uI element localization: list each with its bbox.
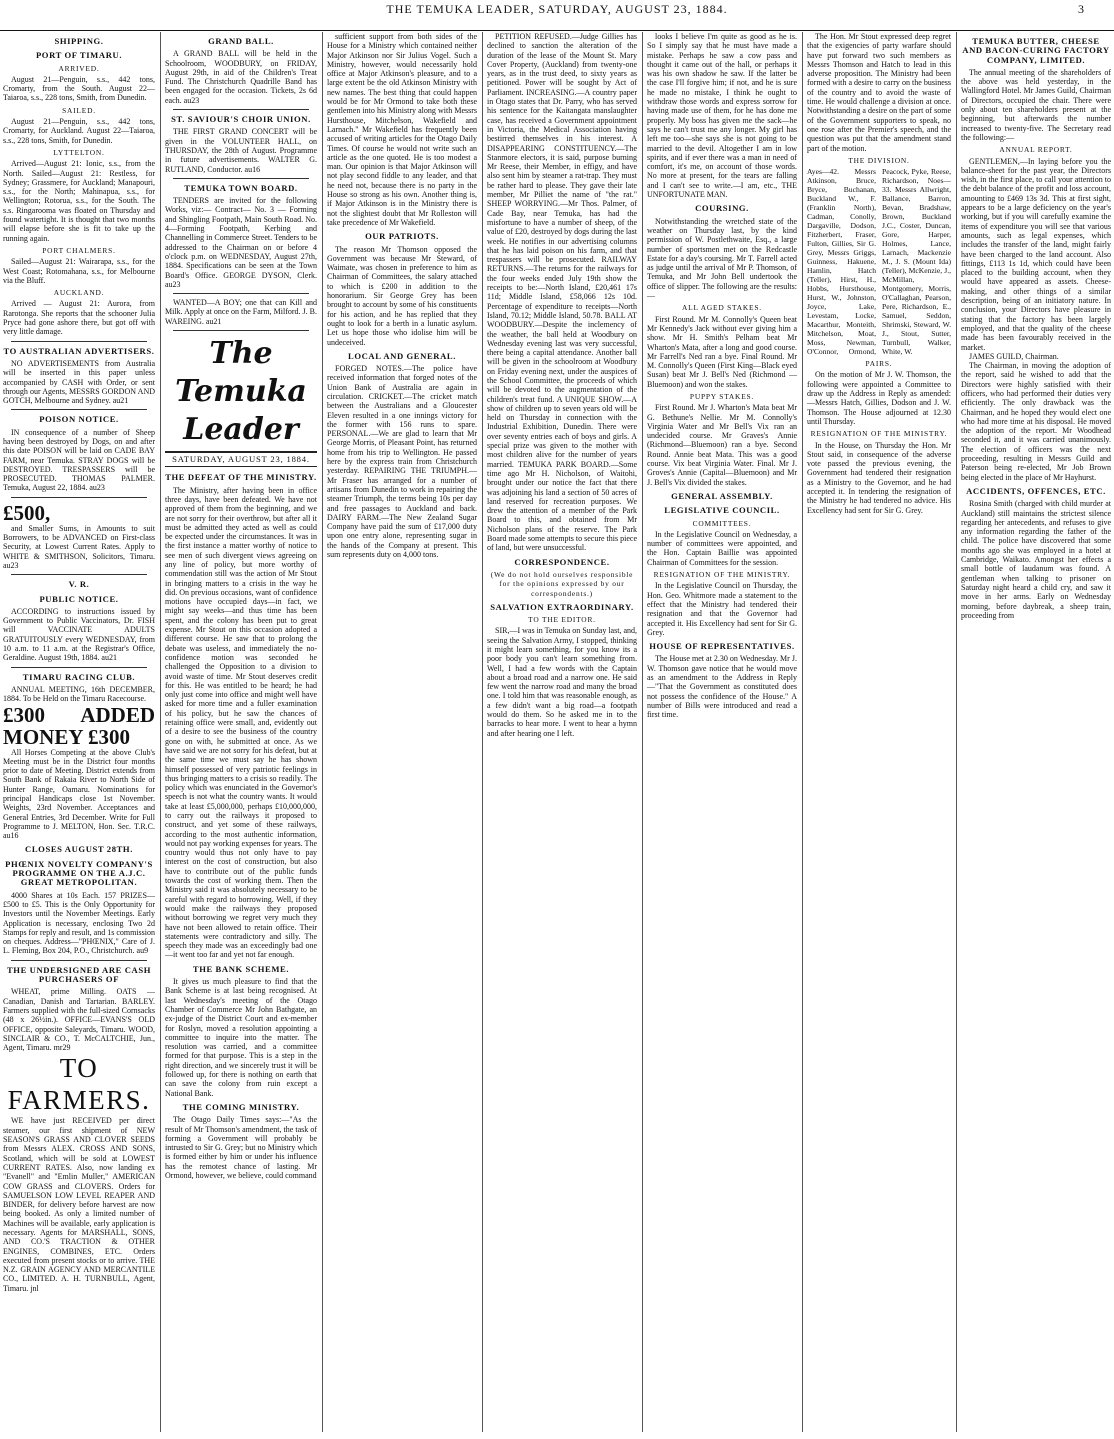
section-heading: POISON NOTICE. bbox=[39, 414, 119, 425]
paragraph: In the Legislative Council on Wednesday, a number of committees were appointed, and the Hon. Captain Baillie was appointed Chairman of Committees for the session. bbox=[647, 529, 797, 567]
section-heading: CLOSES AUGUST 28TH. bbox=[25, 844, 133, 855]
section-heading: V. R. bbox=[68, 579, 90, 590]
paragraph: Rosina Smith (charged with child murder at Auckland) still maintains the strictest silence regarding her antecedents, and refuses to give any information regarding the father of the child. The police have discovered that some months ago she was employed in a hotel at Cambridge, Waikato. Amongst her effects a small bottle of laudanum was found. A gentleman when talking to prisoner on Saturday night heard a child cry, and saw it move in her arms. Early on Wednesday morning, before daybreak, a sheep train, proceeding from bbox=[961, 499, 1111, 620]
paragraph: The reason Mr Thomson opposed the Government was because Mr Steward, of Waimate, was chosen in preference to him as Chairman of Committees, the salary attached to which is £200 in addition to the honorarium. Sir George Grey has been brought to account by some of his constituents for his action, and he has replied that they ought to look for a berth in a lunatic asylum. Let us hope those who idolise him will be undeceived. bbox=[327, 244, 477, 347]
paragraph: 4000 Shares at 10s Each. 157 PRIZES—£500 to £5. This is the Only Opportunity for Investors until the November Meetings. Early Application is necessary, enclosing Two 2d Stamps for reply and result, and 1s commission on cheques. Address—"PHŒNIX," Care of J. L. Fleming, Box 204, P.O., Christchurch. au9 bbox=[3, 890, 155, 956]
subheading: (We do not hold ourselves responsible for the opinions expressed by our correspondents.) bbox=[490, 569, 634, 598]
subheading: ANNUAL REPORT. bbox=[999, 145, 1073, 155]
paragraph: In the Legislative Council on Thursday, the Hon. Geo. Whitmore made a statement to the effect that the Ministry had tendered their resignation and that the Governor had accepted it. His Excellency had sent for Sir G. Grey. bbox=[647, 581, 797, 637]
masthead-title: THE TEMUKA LEADER, SATURDAY, AUGUST 23, 1884. bbox=[386, 2, 728, 16]
subheading: LYTTELTON. bbox=[53, 147, 105, 157]
paragraph: First Round. Mr M. Connolly's Queen beat Mr Kennedy's Jack without ever giving him a show. Mr H. Smith's Pelham beat Mr Wharton's Mata, after a long and good course. Mr Farrell's Ned ran a bye. Final Round. Mr M. Connolly's Queen (First King—Black eyed Susan) beat Mr J. Bell's Ned (Richmond — Bluemoon) and won the stakes. bbox=[647, 314, 797, 389]
paragraph: WE have just RECEIVED per direct steamer, our first shipment of NEW SEASON'S GRASS AND CLOVER SEEDS from Messrs ALEX. CROSS AND SONS, Scotland, which will be sold at LOWEST CURRENT RATES. Also, now landing ex "Evanell" and "Emlin Muller," AMERICAN COW GRASS and CLOVERS. Orders for SAMUELSON LOW LEVEL REAPER AND BINDER, for delivery before harvest are now being booked. As only a limited number of Machines will be available, early application is necessary. Agents for MARSHALL, SONS, AND CO.'S TRACTION & OTHER ENGINES, COMBINES, ETC. Orders executed from present stocks or to arrive. THE N.Z. GRAIN AGENCY AND MERCANTILE CO., LIMITED. A. H. TURNBULL, Agent, Timaru. jnl bbox=[3, 1116, 155, 1293]
section-heading: SHIPPING. bbox=[54, 36, 104, 46]
paragraph: August 21—Penguin, s.s., 442 tons, Cromarty, from the South. August 22—Taiaroa, s.s., 228 tons, Smith, from Dunedin. bbox=[3, 74, 155, 103]
paragraph: On the motion of Mr J. W. Thomson, the following were appointed a Committee to draw up the Address in Reply as amended:—Messrs Hatch, Gillies, Dodson and J. W. Thomson. The House adjourned at 12.30 until Thursday. bbox=[807, 370, 951, 426]
section-heading: HOUSE OF REPRESENTATIVES. bbox=[649, 641, 795, 652]
subheading: RESIGNATION OF THE MINISTRY. bbox=[810, 429, 948, 439]
divider-rule bbox=[11, 667, 147, 668]
page-number: 3 bbox=[1078, 2, 1085, 16]
subheading: AUCKLAND. bbox=[53, 288, 105, 298]
divider-rule bbox=[173, 109, 309, 110]
large-display-amount: £300 ADDED MONEY £300 bbox=[3, 702, 155, 749]
subheading: PORT CHALMERS. bbox=[42, 245, 116, 255]
column-rule bbox=[482, 32, 483, 1432]
divider-rule bbox=[173, 293, 309, 294]
paragraph: Arrived — August 21: Aurora, from Rarotonga. She reports that the schooner Julia Pryce had gone ashore there, but got off with very little damage. bbox=[3, 299, 155, 337]
paragraph: SIR,—I was in Temuka on Sunday last, and, seeing the Salvation Army, I stopped, thinking it might learn something, for you know its a poor body you can't learn something from. Well, I had a few words with the Captain about a broad road and a narrow one. He said few went the narrow road and many the broad one. I told him that was reasonable enough, as a few didn't want a big road—a footpath would do them. So he asked me in to the barracks to hear more. I went to hear a hymn and after hearing one I left. bbox=[487, 626, 637, 738]
divider-rule bbox=[11, 341, 147, 342]
column-6 bbox=[804, 32, 954, 1432]
section-heading: TEMUKA TOWN BOARD. bbox=[184, 182, 298, 193]
paragraph: ACCORDING to instructions issued by Government to Public Vaccinators, Dr. FISH will VACCINATE ADULTS GRATUITOUSLY every WEDNESDAY, from 10 a.m. to 11 a.m. at the Registrar's Office, Geraldine. August 19th, 1884. au21 bbox=[3, 606, 155, 663]
section-heading: TIMARU RACING CLUB. bbox=[22, 671, 136, 682]
display-headline: TO FARMERS. bbox=[7, 1053, 151, 1116]
divider-rule bbox=[173, 330, 309, 331]
paragraph: The annual meeting of the shareholders of the above was held yesterday, in the Wallingford Hotel. Mr James Guild, Chairman of Directors, occupied the chair. There were only about ten shareholders present at the beginning, but afterwards the number increased to twenty-five. The Secretary read the following:— bbox=[961, 67, 1111, 142]
column-rule bbox=[160, 32, 161, 1432]
subheading: SAILED. bbox=[62, 105, 96, 115]
column-1 bbox=[0, 32, 158, 1432]
paragraph: WANTED—A BOY; one that can Kill and Milk. Apply at once on the Farm, Milford. J. B. WAREING. au21 bbox=[165, 298, 317, 326]
section-heading: GENERAL ASSEMBLY. bbox=[671, 490, 773, 501]
divider-rule bbox=[11, 409, 147, 410]
section-heading: CORRESPONDENCE. bbox=[514, 556, 610, 567]
paragraph: looks I believe I'm quite as good as he is. So I simply say that he must have made a mistake. Perhaps he saw a cow pass and thought it came out of the hall, or perhaps it was his own shadow he saw. If the latter be the case I'll forgive him; if not, and he is sure he made no mistake, I think he ought to withdraw those words and express sorrow for having made use of them, for he has done me properly. My boss has given me the sack—he says he can't trust me any longer. My girl has left me too—she says she is not going to be married to the devil. Altogether I am in low spirits, and if ever there was a man in need of comfort, it's me, on account of those words. No more at present, for the tears are falling and I can't see to write.—I am, etc., THE UNFORTUNATE MAN. bbox=[647, 32, 797, 200]
section-heading: THE UNDERSIGNED ARE CASH PURCHASERS OF bbox=[6, 964, 152, 985]
column-5 bbox=[644, 32, 800, 1432]
paragraph: The Otago Daily Times says:—"As the result of Mr Thomson's amendment, the task of forming a Government will probably be intrusted to Sir G. Grey; but no Ministry which is formed either by him or under his influence has the remotest chance of lasting. Mr Ormond, however, we believe, could command bbox=[165, 1115, 317, 1180]
paragraph: All Horses Competing at the above Club's Meeting must be in the District four months prior to date of Meeting. District extends from South Bank of Rakaia River to North Side of Hunter Range, Oamaru. Nominations for principal Handicaps close 1st November. Weights, 23rd November. Acceptances and General Entries, 3rd December. Write for Full Programme to J. MELTON, Hon. Sec. T.R.C. au16 bbox=[3, 747, 155, 841]
paragraph: JAMES GUILD, Chairman. bbox=[969, 351, 1059, 361]
column-rule bbox=[802, 32, 803, 1432]
divider-rule bbox=[11, 960, 147, 961]
division-list: Ayes—42. Messrs Atkinson, Bruce, Bryce, Buchanan, Buckland W., F. (Franklin North), Cadman, Conolly, Dargaville, Dodson, Fitzherbert, Fraser, Fulton, Gillies, Sir G. Grey, Messrs Griggs, Guinness, Hakuene, Hamlin, Hatch (Teller), Hirst, H., Hobbs, Hursthouse, Hurst, W., Johnston, Joyce, Lake, Levestam, Locke, Macarthur, Monteith, Mitchelson, Moat, Moss, Newman, O'Connor, Ormond, Peacock, Pyke, Reese, Richardson, Noes—33. Messrs Allwright, Ballance, Barron, Bevan, Bradshaw, Brown, Buckland J.C., Coster, Duncan, Gore, Harper, Holmes, Lance, Larnach, Mackenzie M., J. S. (Mount Ida) (Teller), McKenzie, J., McMillan, Montgomery, Morris, O'Callaghan, Pearson, Pere, Richardson, E., Samuel, Seddon, Shrimski, Steward, W. J., Stout, Sutter, Turnbull, Walker, White, W. bbox=[807, 167, 951, 357]
paragraph: It gives us much pleasure to find that the Bank Scheme is at last being recognised. At last Wednesday's meeting of the Otago Chamber of Commerce Mr John Bathgate, an ex-judge of the District Court and ex-member for Roslyn, moved a resolution appointing a committee to inquire into the matter. The resolution was carried, and a committee formed for that purpose. This is a step in the right direction, and we sincerely trust it will be followed up, for there is nothing on earth that can save the colony from ruin except a National Bank. bbox=[165, 977, 317, 1098]
paragraph: August 21—Penguin, s.s., 442 tons, Cromarty, for Auckland. August 22—Taiaroa, s.s., 228 tons, Smith, for Dunedin. bbox=[3, 117, 155, 145]
section-heading: LOCAL AND GENERAL. bbox=[348, 350, 456, 361]
paragraph: ANNUAL MEETING, 16th DECEMBER, 1884. To be Held on the Timaru Racecourse. bbox=[3, 684, 155, 704]
paragraph: sufficient support from both sides of the House for a Ministry which contained neither Major Atkinson nor Sir Julius Vogel. Such a Ministry, however, would necessarily hold office at Major Atkinson's pleasure, and to a large extent be the old Atkinson Ministry with new names. The best thing that could happen would be for Mr Ormond to take both these gentlemen into his Ministry along with Messrs Hursthouse, Mitchelson, Wakefield and Larnach." Mr Wakefield has frequently been accused of writing articles for the Otago Daily Times. Of course he would not write such an article as the one quoted. He is too modest a man. Our opinion is that Major Atkinson will not play second fiddle to any leader, and that he need not, because there is no party in the House so strong as his own. Another thing is, if Major Atkinson is in the Ministry there is not the slightest doubt that Mr Rolleston will take precedence of Mr Wakefield. bbox=[327, 32, 477, 227]
subheading: ARRIVED. bbox=[58, 63, 100, 73]
paragraph: The House met at 2.30 on Wednesday. Mr J. W. Thomson gave notice that he would move as an amendment to the Address in Reply—"That the Government as constituted does not possess the confidence of the House." A number of Bills were introduced and read a first time. bbox=[647, 654, 797, 720]
column-3 bbox=[324, 32, 480, 1432]
subheading: PUPPY STAKES. bbox=[689, 391, 755, 401]
section-heading: ACCIDENTS, OFFENCES, ETC. bbox=[966, 485, 1106, 496]
section-heading: SALVATION EXTRAORDINARY. bbox=[490, 601, 634, 612]
column-rule bbox=[956, 32, 957, 1432]
subheading: TO THE EDITOR. bbox=[528, 615, 596, 625]
paragraph: In the House, on Thursday the Hon. Mr Stout said, in consequence of the adverse vote passed the previous evening, the Government had tendered their resignation as a Ministry to the Governor, and he had accepted it. In tendering the resignation of the Ministry he had tendered no advice. His Excellency had sent for Sir G. Grey. bbox=[807, 440, 951, 515]
paragraph: NO ADVERTISEMENTS from Australia will be inserted in this paper unless accompanied by CASH with Order, or sent through our Agents, MESSRS GORDON AND GOTCH, Melbourne and Sydney. au21 bbox=[3, 358, 155, 406]
section-heading: THE BANK SCHEME. bbox=[192, 963, 290, 974]
paragraph: Arrived—August 21: Ionic, s.s., from the North. Sailed—August 21: Restless, for Sydney; Grassmere, for Auckland; Manapouri, s.s., for the North; Mahinapua, s.s., for Wellington; Rotorua, s.s., for the South. The s.s. Ringarooma was floated on Thursday and found watertight. It is thought that two months will elapse before she is fit to take up the running again. bbox=[3, 159, 155, 243]
large-display-amount: £500, bbox=[3, 500, 51, 525]
divider-rule bbox=[11, 574, 147, 575]
section-heading: COURSING. bbox=[695, 203, 749, 214]
column-4 bbox=[484, 32, 640, 1432]
paragraph: FORGED NOTES.—The police have received information that forged notes of the Union Bank of Australia are again in circulation. CRICKET.—The cricket match between the Australians and a Gloucester Eleven resulted in a one innings victory for the former with 156 runs to spare. PERSONAL.—We are glad to learn that Mr George Morris, of Pleasant Point, has returned home from his trip to Wellington. He passed here by the express train from Christchurch yesterday. REPAIRING THE TRIUMPH.—Mr Fraser has arranged for a number of artisans from Dunedin to work in repairing the steamer Triumph, the terms being 10s per day and free passages to Auckland and back. DAIRY FARM.—The New Zealand Sugar Company have paid the sum of £17,000 duty upon one entry alone, representing sugar in the hands of the Company at present. This sum represents duty on 4,000 tons. bbox=[327, 364, 477, 560]
column-rule bbox=[322, 32, 323, 1432]
column-2 bbox=[162, 32, 320, 1432]
masthead bbox=[0, 0, 1114, 31]
section-heading: THE COMING MINISTRY. bbox=[182, 1101, 300, 1112]
section-heading: OUR PATRIOTS. bbox=[365, 231, 439, 242]
section-heading: PORT OF TIMARU. bbox=[35, 50, 123, 61]
subheading: RESIGNATION OF THE MINISTRY. bbox=[653, 570, 791, 580]
divider-rule bbox=[11, 497, 147, 498]
paragraph: THE FIRST GRAND CONCERT will be given in the VOLUNTEER HALL, on THURSDAY, the 28th of August. Programme in future advertisements. WALTER G. RUTLAND, Conductor. au16 bbox=[165, 127, 317, 174]
paragraph: Sailed—August 21: Wairarapa, s.s., for the West Coast; Rotomahana, s.s., for Melbourne via the Bluff. bbox=[3, 257, 155, 285]
section-heading: TO AUSTRALIAN ADVERTISERS. bbox=[3, 345, 155, 356]
paragraph: GENTLEMEN,—In laying before you the balance-sheet for the past year, the Directors wish, in the first place, to call your attention to the debt balance of the profit and loss account, amounting to £469 13s 3d. This at first sight, appears to be a large deficiency on the year's working, but if you will carefully examine the items of expenditure you will see that various amounts, such as legal expenses, which includes the transfer of the land, might fairly have been charged to the land account. Also fittings, £113 1s 1d, which could have been placed to the building account, when they would have appeared as assets. Cheese-making, and other things of a similar description, being of an initiatory nature. In conclusion, your Directors have pleasure in stating that the factory has been largely employed, and that the quality of the cheese made has been favourably received in the market. bbox=[961, 156, 1111, 352]
section-heading: ST. SAVIOUR'S CHOIR UNION. bbox=[171, 114, 311, 125]
paragraph: The Hon. Mr Stout expressed deep regret that the exigencies of party warfare should have put forward two such members as Messrs Thomson and Hatch to lead in this adverse proposition. The Ministry had been formed with a desire to carry on the business of the country and to avoid the waste of time. He would challenge a division at once. Notwithstanding a desire on the part of some of the Government supporters to speak, no one rose after the Premier's speech, and the question was put that the amendment stand part of the motion. bbox=[807, 32, 951, 153]
subheading: THE DIVISION. bbox=[848, 155, 910, 165]
dateline: SATURDAY, AUGUST 23, 1884. bbox=[165, 451, 317, 467]
subheading: ALL AGED STAKES. bbox=[682, 303, 762, 313]
section-heading: LEGISLATIVE COUNCIL. bbox=[664, 505, 780, 516]
column-rule bbox=[642, 32, 643, 1432]
paragraph: Notwithstanding the wretched state of the weather on Thursday last, by the kind permission of W. Postlethwaite, Esq., a large number of sportsmen met on the Redcastle Estate for a day's coursing. Mr T. Farrell acted as judge until the arrival of Mr P. Thomson, of Temuka, and Mr John Bell undertook the office of slipper. The following are the results:— bbox=[647, 216, 797, 301]
subheading: PAIRS. bbox=[865, 359, 893, 369]
paragraph: IN consequence of a number of Sheep having been destroyed by Dogs, on and after this date POISON will be laid on CADE BAY FARM, near Temuka. STRAY DOGS will be DESTROYED. TRESPASSERS will be PROSECUTED. THOMAS PALMER. Temuka, August 22, 1884. au23 bbox=[3, 427, 155, 493]
newspaper-nameplate: The Temuka Leader bbox=[175, 336, 307, 448]
section-heading: TEMUKA BUTTER, CHEESE AND BACON-CURING FACTORY COMPANY, LIMITED. bbox=[962, 36, 1110, 65]
paragraph: PETITION REFUSED.—Judge Gillies has declined to sanction the alteration of the duration of the lease of the Mount St. Mary Cover Property, (Auckland) from twenty-one years, as in the trust deed, to sixty years as petitioned. Power will be sought by Act of Parliament. INCREASING.—A country paper in Otago states that Dr. Parry, who has served his sentence for the Kaitangata manslaughter case, has received a Government appointment in Victoria, the Medical Association having bestirred themselves in his interest. A DISAPPEARING CONSTITUENCY.—The Stanmore electors, it is said, purpose burning Mr Reese, their Member, in effigy, and have also sent him by steamer a rat-trap. They must be rather hard to please. They gave their late member, Mr Pilliet the name of "the rat." SHEEP WORRYING.—Mr Thos. Palmer, of Cade Bay, near Temuka, has had the misfortune to have a number of sheep, of the value of £20, destroyed by dogs during the last week. He notifies in our advertising columns that he has laid poison on his farm, and that trespassers will be prosecuted. RAILWAY RETURNS.—The returns for the railways for the four weeks ended July 19th show the receipts to be:—North Island, £20,461 17s 11d; Middle Island, £58,066 12s 10d. Percentage of expenditure to receipts—North Island, 70.12; Middle Island, 50.78. BALL AT WOODBURY.—Despite the inclemency of the weather, the ball held at Woodbury on Wednesday evening last was very successful, there being a capital attendance. Another ball will be given in the schoolroom at Woodbury on Friday evening next, under the auspices of the School Committee, the proceeds of which will be devoted to the augmentation of the children's treat fund. A UNIQUE SHOW.—A show of children up to seven years old will be held on Thursday in connection with the Industrial Exhibition, Dunedin. There were over seventy entries each of boys and girls. A special prize was given to the mother with most children alive for the number of years married. TEMUKA PARK BOARD.—Some time ago Mr H. Nicholson, of Waitohi, brought under our notice the fact that there was adjoining his land a section of 50 acres of land reserved for recreation purposes. We drew the attention of a member of the Park Board to this, and obtained from Mr Nicholson plans of the reserve. The Park Board made some attempts to secure this piece of land, but were unsuccessful. bbox=[487, 32, 637, 553]
section-heading: GRAND BALL. bbox=[208, 36, 274, 46]
divider-rule bbox=[173, 178, 309, 179]
paragraph: A GRAND BALL will be held in the Schoolroom, WOODBURY, on FRIDAY, August 29th, in aid of the Children's Treat Fund. The Christchurch Quadrille Band has been engaged for the occasion. Tickets, 2s 6d each. au23 bbox=[165, 49, 317, 105]
section-heading: THE DEFEAT OF THE MINISTRY. bbox=[165, 472, 317, 483]
paragraph: First Round. Mr J. Wharton's Mata beat Mr G. Bethune's Nellie. Mr M. Connolly's Virginia Water and Mr Bell's Vix ran an undecided course. Mr Graves's Annie (Richmond—Bluemoon) ran a bye. Second Round. Annie beat Mata. This was a good course. Vix beat Virginia Water. Final. Mr J. Groves's Annie (Capital—Bluemoon) and Mr J. Bell's Vix divided the stakes. bbox=[647, 403, 797, 487]
paragraph: The Ministry, after having been in office three days, have been defeated. We have not approved of them from the beginning, and we are not sorry for their overthrow, but after all it must be admitted they acted as well as could be expected under the circumstances. It was in the first instance a matter worthy of notice to see men of such divergent views agreeing on any line of policy, but more worthy of commendation still was the action of Mr Stout in bringing matters to a crisis in the way he did. On previous occasions, want of confidence motions have occupied days—in fact, we might say weeks—and thus time has been spent, and the colony has been put to great expense. Mr Stout on this occasion adopted a different course. He saw that to prolong the debate was useless, and immediately the no-confidence motion was seconded he challenged the Opposition to a division to avoid waste of time. Mr Stout deserves credit for this. He was entitled to be heard; he had only just come into office and might well have asked for more time and a fuller examination of his policy, but he saw the chances of retaining office were small, and, evidently out of a desire to see the business of the country gone on with, he submitted at once. As we have said we are not sorry for his defeat, but at the same time we must say he has shown himself possessed of very patriotic feelings in thus bringing matters to a crisis so readily. The policy which was enunciated in the Governor's speech is not what the country wants. It would take at least £5,000,000, perhaps £10,000,000, to carry out the railways it proposed to construct, and yet some of these railways, according to the most authentic information, would not pay working expenses for years. The country would thus not only have to pay interest on the cost of construction, but also have to contribute out of the public funds towards the cost of working them. Then the Ministry said it was absolutely necessary to be careful with regard to borrowing. Well, if they would make the railways they proposed without borrowing we regret very much they have not been allowed to retain office. Their statements were contradictory and silly. The speech they made was an exceedingly bad one—it went too far and yet not far enough. bbox=[165, 485, 317, 960]
column-7 bbox=[958, 32, 1114, 1432]
paragraph: TENDERS are invited for the following Works, viz:— Contract— No. 3 — Forming and Shingling Footpath, Main South Road. No. 4—Forming Footpath, Kerbing and Channelling in Commerce Street. Tenders to be addressed to the Chairman on or before 4 o'clock p.m. on WEDNESDAY, August 27th, 1884. Specifications can be seen at the Town Board's Office. GEORGE DYSON, Clerk. au23 bbox=[165, 196, 317, 289]
section-heading: PUBLIC NOTICE. bbox=[39, 593, 119, 604]
paragraph: WHEAT, prime Milling. OATS — Canadian, Danish and Tartarian. BARLEY. Farmers supplied with the full-sized Cornsacks (48 x 26½in.). OFFICE—EVANS'S OLD OFFICE, opposite Saleyards, Timaru. WOOD, SINCLAIR & CO., T. McCALTCHIE, Jun., Agent, Timaru. mr29 bbox=[3, 987, 155, 1053]
paragraph: and Smaller Sums, in Amounts to suit Borrowers, to be ADVANCED on First-class Security, at Lowest Current Rates. Apply to WHITE & SMITHSON, Solicitors, Timaru. au23 bbox=[3, 523, 155, 570]
paragraph: The Chairman, in moving the adoption of the report, said he wished to add that the Directors were highly satisfied with their officers, who had performed their duties very efficiently. The only drawback was the Chairman, and he hoped they would elect one who had more time at his disposal. He moved the adoption of the report. Mr Woodhead seconded it, and it was carried unanimously. The election of officers was the next proceeding, resulting in Messrs Guild and Paterson being re-elected, Mr Job Brown being elected in the place of Mr Hayhurst. bbox=[961, 361, 1111, 482]
section-heading: PHŒNIX NOVELTY COMPANY'S PROGRAMME ON THE A.J.C. GREAT METROPOLITAN. bbox=[5, 858, 153, 888]
subheading: COMMITTEES. bbox=[692, 518, 752, 528]
